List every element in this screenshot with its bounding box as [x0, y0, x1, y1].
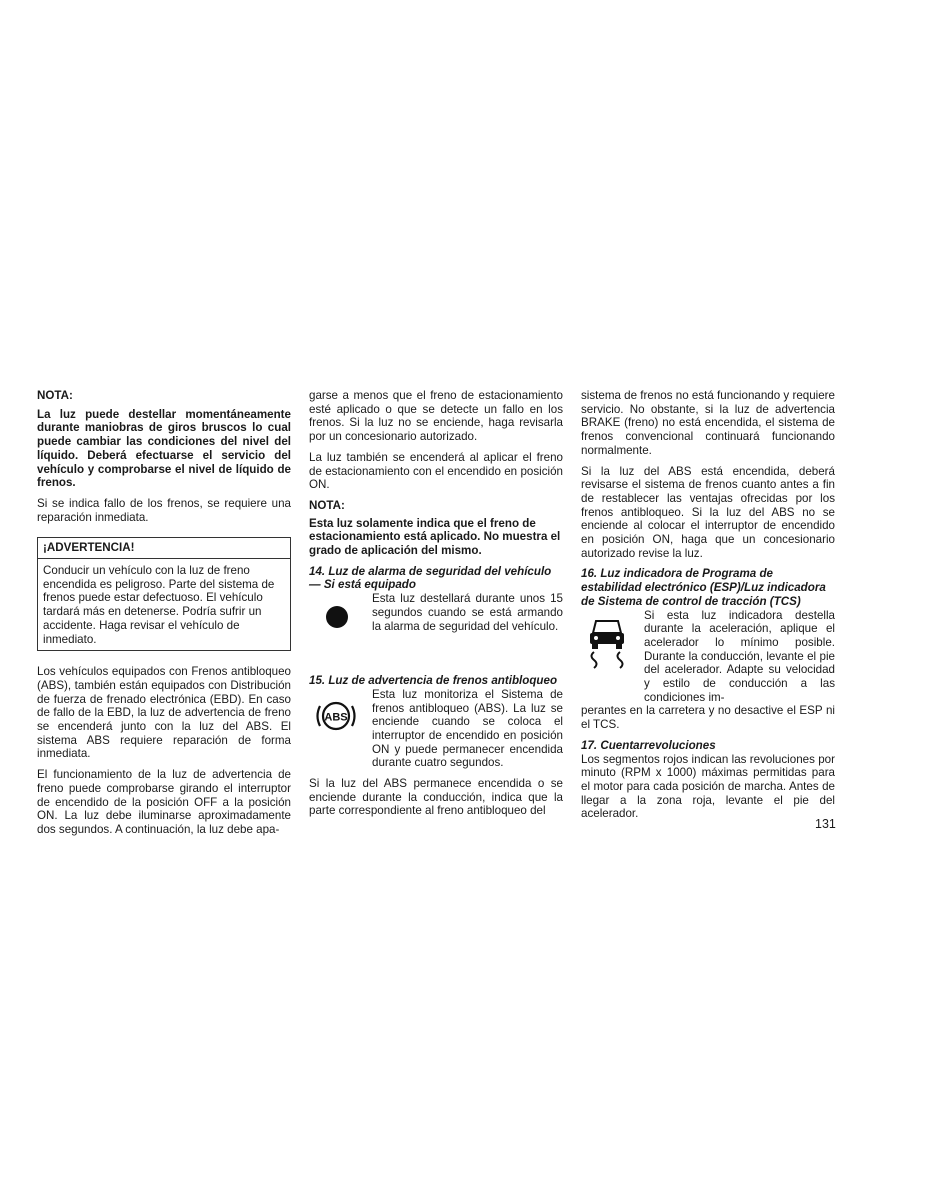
section-17-heading: 17. Cuentarrevoluciones [581, 738, 716, 752]
section-14-heading-line: — Si está equipado [309, 578, 416, 592]
paragraph: Si se indica fallo de los frenos, se requiere una reparación inmediata. [37, 496, 291, 524]
paragraph: sistema de frenos no está funcionando y requiere servicio. No obstante, si la luz de advertencia BRAKE (freno) no está encendida, el sistema de frenos convencional continuará funcionando normalmente. [581, 389, 835, 457]
paragraph: perantes en la carretera y no desactive el ESP ni el TCS. [581, 704, 835, 732]
paragraph: Si la luz del ABS permanece encendida o se enciende durante la conducción, indica que la parte correspondiente al freno antibloqueo del [309, 777, 563, 818]
nota-heading: NOTA: [37, 389, 73, 402]
column-middle [309, 389, 563, 825]
paragraph: Los vehículos equipados con Frenos antibloqueo (ABS), también están equipados con Distribución de fuerza de frenado electrónica (EBD). En caso de fallo de la EBD, la luz de advertencia de freno se encenderá junto con la luz del ABS. El sistema ABS requiere reparación de forma inmediata. [37, 665, 291, 761]
paragraph: Esta luz destellará durante unos 15 segundos cuando se está armando la alarma de seguridad del vehículo. [372, 592, 563, 633]
paragraph: El funcionamiento de la luz de advertencia de freno puede comprobarse girando el interruptor de encendido de la posición OFF a la posición ON. La luz debe iluminarse aproximadamente dos segundos. A continuación, la luz debe apa- [37, 768, 291, 836]
section-16 [581, 609, 835, 705]
column-right [581, 389, 835, 828]
abs-warning-icon [309, 688, 369, 758]
paragraph: Esta luz monitoriza el Sistema de frenos antibloqueo (ABS). La luz se enciende cuando se coloca el interruptor de encendido en posición ON y puede permanecer encendida durante cuatro segundos. [372, 687, 563, 770]
section-14-heading-line: 14. Luz de alarma de seguridad del vehículo [309, 564, 552, 578]
column-left [37, 389, 291, 844]
abs-icon-label: ABS [324, 711, 348, 724]
paragraph: garse a menos que el freno de estacionamiento esté aplicado o que se detecte un fallo en los frenos. Si la luz no se enciende, haga revisarla por un concesionario autorizado. [309, 389, 563, 444]
section-14-heading [309, 565, 563, 592]
section-16-heading [581, 567, 835, 608]
paragraph: Si la luz del ABS está encendida, deberá revisarse el sistema de frenos cuanto antes a fin de restablecer las ventajas ofrecidas por los frenos antibloqueo. Si la luz del ABS no se enciende al colocar el interruptor de encendido en posición ON, haga que un concesionario autorizado revise la luz. [581, 464, 835, 560]
section-16-heading-line: 16. Luz indicadora de Programa de [581, 567, 773, 581]
page-number: 131 [815, 817, 836, 831]
paragraph: La luz también se encenderá al aplicar el freno de estacionamiento con el encendido en posición ON. [309, 450, 563, 492]
nota-body: La luz puede destellar momentáneamente durante maniobras de giros bruscos lo cual puede cambiar las condiciones del nivel del líquido. Deberá efectuarse el servicio del vehículo y comprobarse el nivel de líquido de frenos. [37, 407, 291, 490]
warning-body: Conducir un vehículo con la luz de freno encendida es peligroso. Parte del sistema de frenos puede estar defectuoso. El vehículo tardará más en detenerse. Podría sufrir un accidente. Haga revisar el vehículo de inmediato. [43, 564, 275, 646]
section-14 [309, 592, 563, 648]
paragraph: Los segmentos rojos indican las revoluciones por minuto (RPM x 1000) máximas permitidas para el motor para cada posición de marcha. Antes de llegar a la zona roja, levante el pie del acelerador. [581, 752, 835, 821]
section-16-heading-line: estabilidad electrónico (ESP)/Luz indicadora [581, 581, 826, 595]
nota-heading: NOTA: [309, 498, 345, 512]
section-15-heading: 15. Luz de advertencia de frenos antibloqueo [309, 674, 558, 688]
warning-title: ¡ADVERTENCIA! [38, 538, 290, 559]
warning-box [37, 537, 291, 651]
section-16-heading-line: de Sistema de control de tracción (TCS) [581, 594, 801, 608]
esp-tcs-icon [581, 609, 641, 679]
paragraph: Si esta luz indicadora destella durante la aceleración, aplique el acelerador lo mínimo posible. Durante la conducción, levante el pie del acelerador. Adapte su velocidad y estilo de conducción a las condiciones im- [644, 608, 835, 704]
section-15 [309, 688, 563, 777]
nota-body: Esta luz solamente indica que el freno de estacionamiento está aplicado. No muestra el grado de aplicación del mismo. [309, 516, 561, 558]
security-alarm-icon [309, 592, 369, 648]
